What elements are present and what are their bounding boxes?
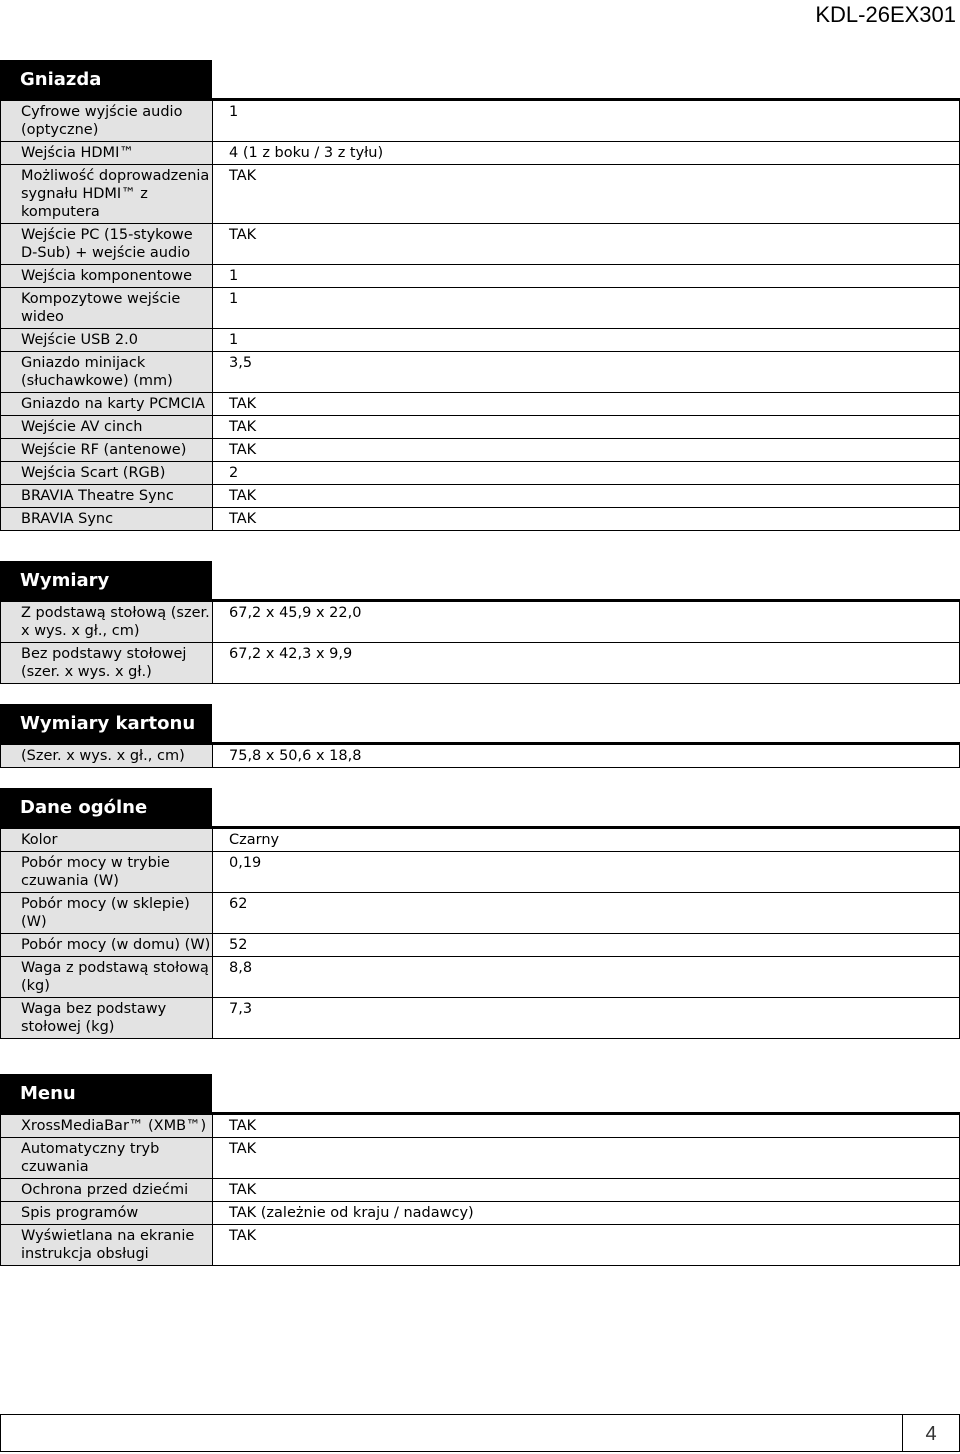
spec-label: Pobór mocy (w domu) (W): [1, 934, 213, 957]
section-connectors: [0, 60, 960, 531]
table-row: [1, 352, 960, 393]
spec-value: 67,2 x 42,3 x 9,9: [213, 643, 960, 684]
table-row: [1, 101, 960, 142]
spec-label: XrossMediaBar™ (XMB™): [1, 1115, 213, 1138]
table-row: [1, 1138, 960, 1179]
spec-label: Wejście PC (15-stykowe D-Sub) + wejście audio: [1, 224, 213, 265]
spec-value: TAK (zależnie od kraju / nadawcy): [213, 1202, 960, 1225]
section-title: Menu: [0, 1074, 212, 1112]
spec-value: 3,5: [213, 352, 960, 393]
section-title: Dane ogólne: [0, 788, 212, 826]
spec-value: 7,3: [213, 998, 960, 1039]
table-row: [1, 416, 960, 439]
section-header: [0, 1074, 960, 1115]
spec-table: [0, 602, 960, 684]
section-dimensions: [0, 561, 960, 684]
spec-label: Waga z podstawą stołową (kg): [1, 957, 213, 998]
spec-value: TAK: [213, 508, 960, 531]
spec-label: Wejścia Scart (RGB): [1, 462, 213, 485]
table-row: [1, 893, 960, 934]
spec-label: Pobór mocy w trybie czuwania (W): [1, 852, 213, 893]
spec-label: Możliwość doprowadzenia sygnału HDMI™ z komputera: [1, 165, 213, 224]
spec-value: 2: [213, 462, 960, 485]
spec-label: Gniazdo na karty PCMCIA: [1, 393, 213, 416]
section-title: Wymiary: [0, 561, 212, 599]
section-general: [0, 788, 960, 1039]
table-row: [1, 1202, 960, 1225]
table-row: [1, 957, 960, 998]
table-row: [1, 1115, 960, 1138]
spec-value: 8,8: [213, 957, 960, 998]
section-title: Wymiary kartonu: [0, 704, 212, 742]
table-row: [1, 462, 960, 485]
spec-value: 67,2 x 45,9 x 22,0: [213, 602, 960, 643]
spec-label: BRAVIA Sync: [1, 508, 213, 531]
spec-value: TAK: [213, 1115, 960, 1138]
table-row: [1, 829, 960, 852]
spec-value: 52: [213, 934, 960, 957]
spec-label: Wejście USB 2.0: [1, 329, 213, 352]
spec-value: 75,8 x 50,6 x 18,8: [213, 745, 960, 768]
spec-value: TAK: [213, 1138, 960, 1179]
table-row: [1, 165, 960, 224]
table-row: [1, 745, 960, 768]
page-number: 4: [902, 1415, 959, 1451]
spec-label: Bez podstawy stołowej (szer. x wys. x gł.): [1, 643, 213, 684]
spec-value: TAK: [213, 224, 960, 265]
table-row: [1, 224, 960, 265]
section-header: [0, 561, 960, 602]
page-footer: [0, 1414, 960, 1452]
spec-label: Gniazdo minijack (słuchawkowe) (mm): [1, 352, 213, 393]
spec-label: Wejście AV cinch: [1, 416, 213, 439]
table-row: [1, 1179, 960, 1202]
table-row: [1, 1225, 960, 1266]
spec-value: 1: [213, 288, 960, 329]
spec-value: 1: [213, 265, 960, 288]
spec-table: [0, 745, 960, 768]
table-row: [1, 934, 960, 957]
table-row: [1, 142, 960, 165]
section-header: [0, 60, 960, 101]
spec-label: Cyfrowe wyjście audio (optyczne): [1, 101, 213, 142]
section-menu: [0, 1074, 960, 1266]
spec-label: Waga bez podstawy stołowej (kg): [1, 998, 213, 1039]
spec-label: Wejście RF (antenowe): [1, 439, 213, 462]
spec-value: TAK: [213, 165, 960, 224]
spec-value: TAK: [213, 393, 960, 416]
table-row: [1, 485, 960, 508]
table-row: [1, 288, 960, 329]
table-row: [1, 643, 960, 684]
spec-value: TAK: [213, 485, 960, 508]
model-name: KDL-26EX301: [815, 2, 956, 27]
spec-value: TAK: [213, 1225, 960, 1266]
spec-label: Wejścia HDMI™: [1, 142, 213, 165]
spec-value: 1: [213, 101, 960, 142]
spec-label: Spis programów: [1, 1202, 213, 1225]
spec-label: Kolor: [1, 829, 213, 852]
spec-table: [0, 829, 960, 1039]
table-row: [1, 602, 960, 643]
spec-value: TAK: [213, 416, 960, 439]
table-row: [1, 439, 960, 462]
spec-value: TAK: [213, 439, 960, 462]
spec-label: Z podstawą stołową (szer. x wys. x gł., cm): [1, 602, 213, 643]
spec-table: [0, 1115, 960, 1266]
spec-value: 0,19: [213, 852, 960, 893]
table-row: [1, 998, 960, 1039]
spec-label: Wejścia komponentowe: [1, 265, 213, 288]
spec-value: 4 (1 z boku / 3 z tyłu): [213, 142, 960, 165]
spec-label: Wyświetlana na ekranie instrukcja obsługi: [1, 1225, 213, 1266]
spec-table: [0, 101, 960, 531]
spec-value: 62: [213, 893, 960, 934]
spec-value: 1: [213, 329, 960, 352]
spec-label: Automatyczny tryb czuwania: [1, 1138, 213, 1179]
section-title: Gniazda: [0, 60, 212, 98]
section-header: [0, 704, 960, 745]
spec-value: TAK: [213, 1179, 960, 1202]
spec-label: Kompozytowe wejście wideo: [1, 288, 213, 329]
table-row: [1, 265, 960, 288]
spec-label: BRAVIA Theatre Sync: [1, 485, 213, 508]
spec-label: Pobór mocy (w sklepie) (W): [1, 893, 213, 934]
table-row: [1, 393, 960, 416]
spec-value: Czarny: [213, 829, 960, 852]
spec-label: (Szer. x wys. x gł., cm): [1, 745, 213, 768]
table-row: [1, 508, 960, 531]
spec-label: Ochrona przed dziećmi: [1, 1179, 213, 1202]
table-row: [1, 852, 960, 893]
table-row: [1, 329, 960, 352]
section-header: [0, 788, 960, 829]
section-box-dimensions: [0, 704, 960, 768]
